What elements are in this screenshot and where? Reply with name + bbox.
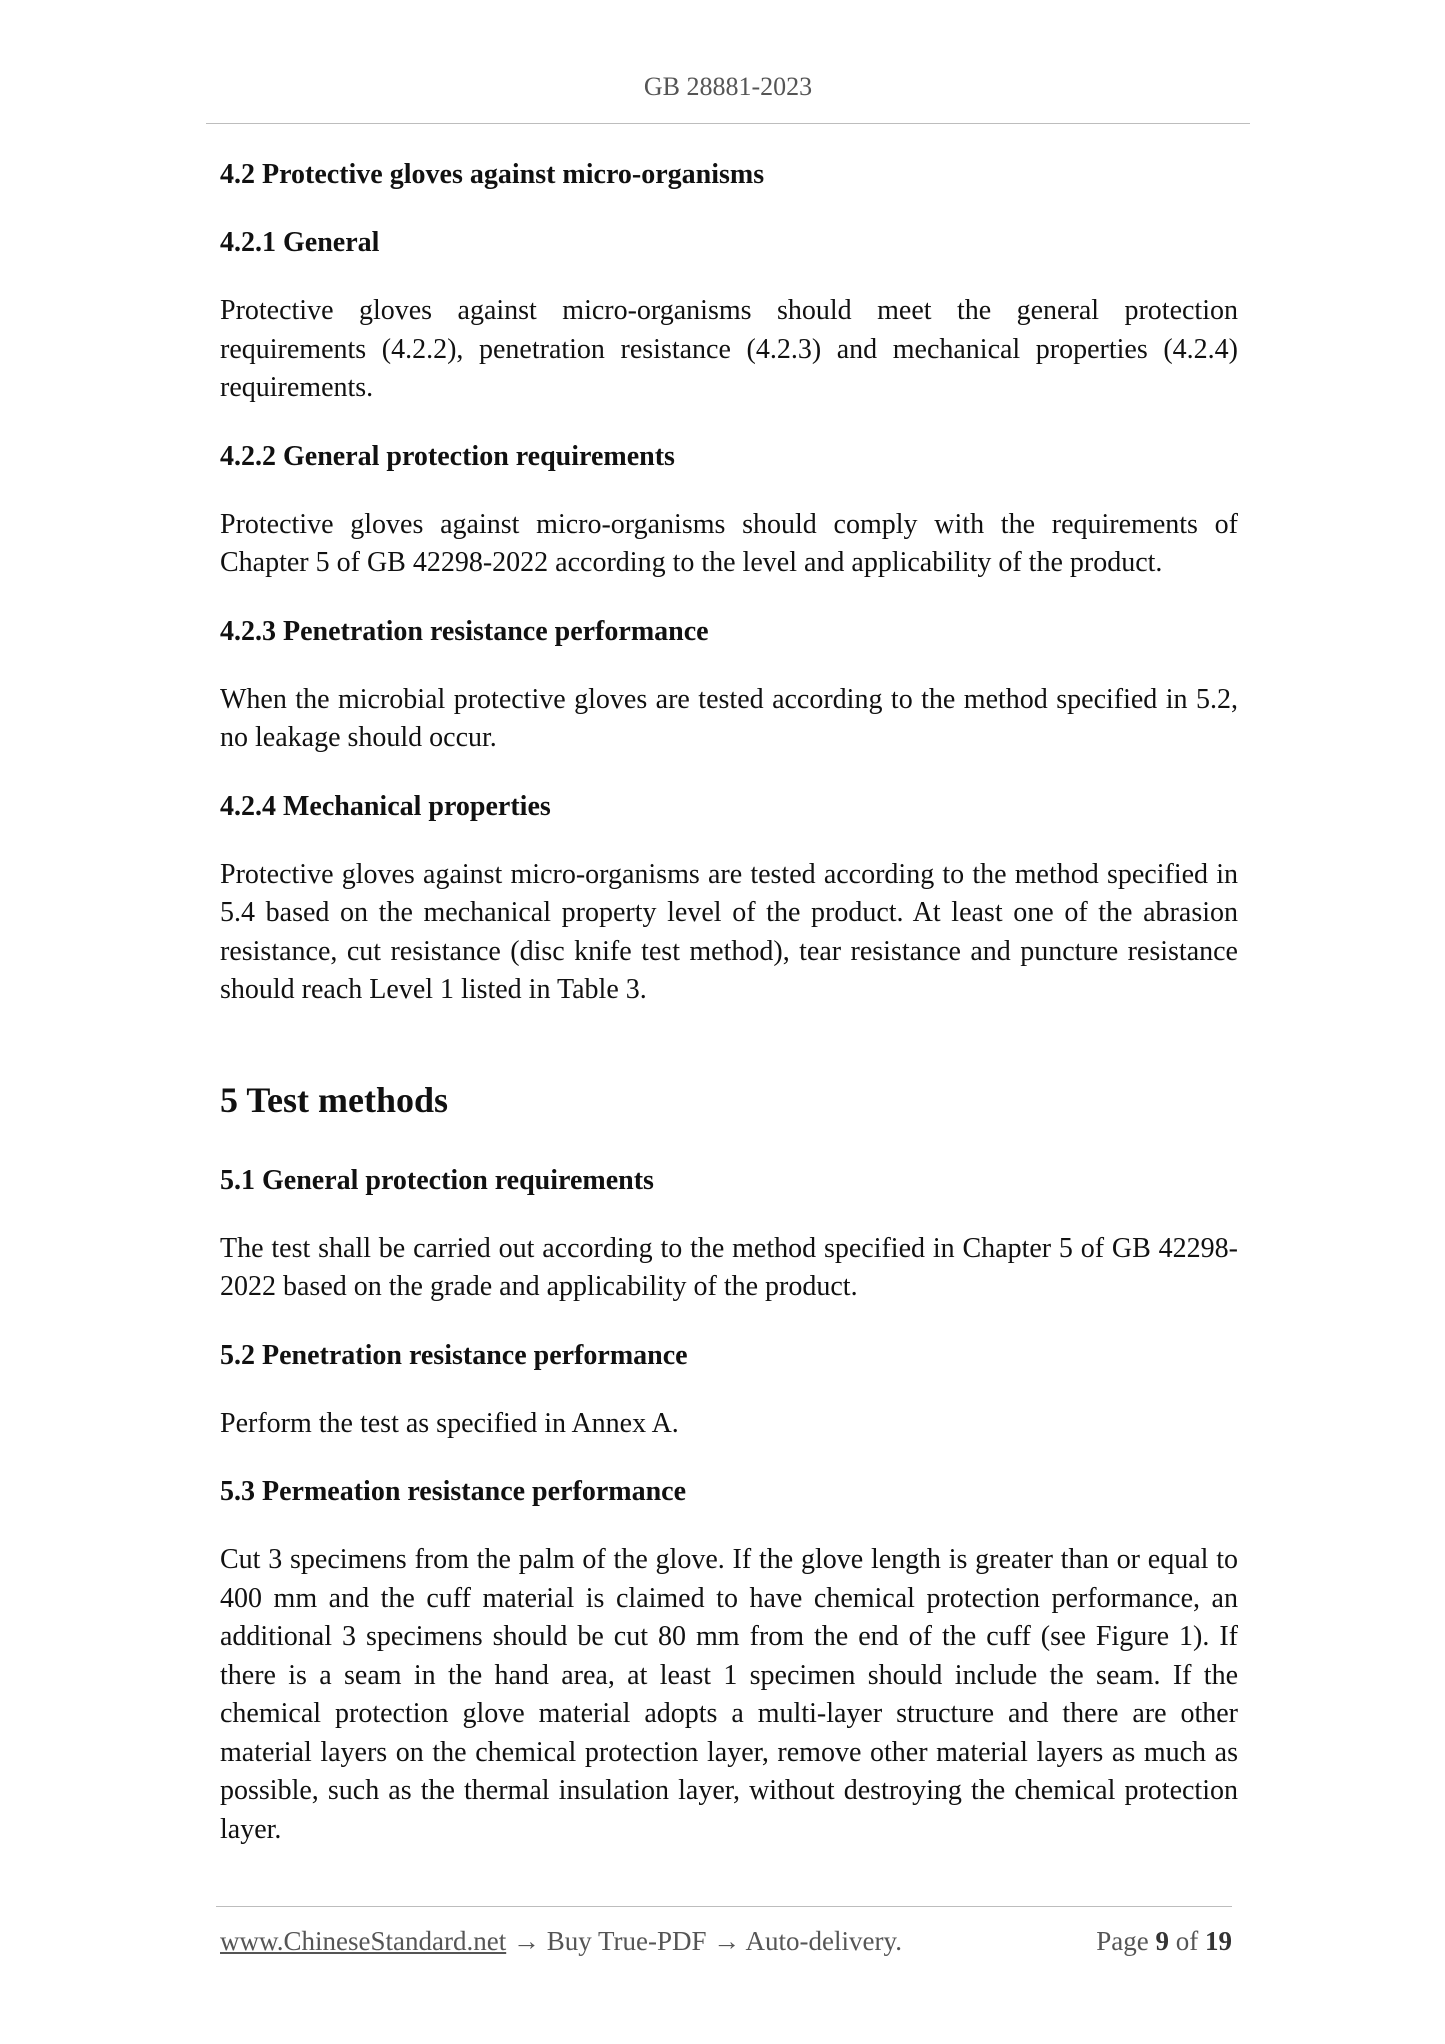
heading-5-3: 5.3 Permeation resistance performance [220, 1476, 686, 1507]
heading-4-2-2: 4.2.2 General protection requirements [220, 440, 675, 472]
heading-4-2: 4.2 Protective gloves against micro-organisms [220, 159, 765, 190]
footer-promo [220, 1926, 902, 1957]
current-page: 9 [1155, 1926, 1169, 1956]
heading-4-2-3: 4.2.3 Penetration resistance performance [220, 615, 709, 647]
heading-5-2: 5.2 Penetration resistance performance [220, 1339, 688, 1371]
paragraph-4-2-3: When the microbial protective gloves are tested according to the method specified in 5.2, no leakage should occur. [220, 683, 1238, 753]
paragraph-4-2-2: Protective gloves against micro-organisms should comply with the requirements of Chapter 5 of GB 42298-2022 according to the level and applicability of the product. [220, 508, 1238, 578]
footer-divider [216, 1906, 1232, 1907]
page-content [220, 156, 1238, 1849]
arrow-right-icon: → [512, 1926, 540, 1956]
heading-5-1: 5.1 General protection requirements [220, 1164, 654, 1196]
document-id-header: GB 28881-2023 [643, 72, 813, 101]
page-label: Page [1096, 1926, 1149, 1956]
buy-pdf-text: Buy True-PDF [546, 1926, 707, 1956]
heading-4-2-1: 4.2.1 General [220, 227, 380, 258]
total-pages: 19 [1205, 1926, 1232, 1956]
heading-5: 5 Test methods [220, 1079, 449, 1120]
of-label: of [1175, 1926, 1199, 1956]
website-link[interactable]: www.ChineseStandard.net [220, 1926, 507, 1956]
arrow-right-icon: → [713, 1926, 741, 1956]
page-number [1072, 1926, 1232, 1957]
paragraph-5-1: The test shall be carried out according to the method specified in Chapter 5 of GB 42298-2022 based on the grade and applicability of the product. [220, 1232, 1238, 1302]
paragraph-4-2-1: Protective gloves against micro-organisms should meet the general protection requirements (4.2.2), penetration resistance (4.2.3) and mechanical properties (4.2.4) requirements. [220, 295, 1238, 403]
heading-4-2-4: 4.2.4 Mechanical properties [220, 790, 551, 822]
paragraph-5-2: Perform the test as specified in Annex A. [220, 1407, 679, 1439]
paragraph-5-3: Cut 3 specimens from the palm of the glove. If the glove length is greater than or equal to 400 mm and the cuff material is claimed to have chemical protection performance, an additional 3 specimens should be cut 80 mm from the end of the cuff (see Figure 1). If there is a seam in the hand area, at least 1 specimen should include the seam. If the chemical protection glove material adopts a multi-layer structure and there are other material layers on the chemical protection layer, remove other material layers as much as possible, such as the thermal insulation layer, without destroying the chemical protection layer. [220, 1544, 1238, 1845]
auto-delivery-text: Auto-delivery. [745, 1926, 902, 1956]
header-divider [206, 123, 1250, 124]
paragraph-4-2-4: Protective gloves against micro-organisms are tested according to the method specified in 5.4 based on the mechanical property level of the product. At least one of the abrasion resistance, cut resistance (disc knife test method), tear resistance and puncture resistance should reach Level 1 listed in Table 3. [220, 858, 1238, 1005]
